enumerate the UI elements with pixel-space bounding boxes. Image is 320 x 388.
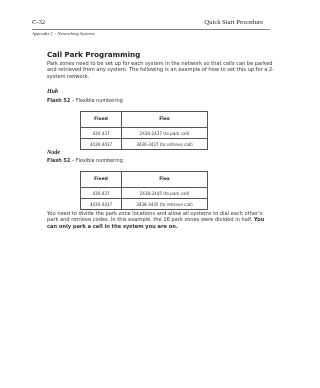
node-table [80, 171, 208, 210]
table-header-row [81, 172, 208, 188]
table-cell: 3430-3437 (to retrieve call) [122, 139, 208, 150]
appendix-subtitle: Appendix C - Networking Systems [32, 31, 95, 36]
hub-heading: Hub [47, 89, 59, 95]
closing-paragraph [47, 211, 275, 230]
node-flash-desc: – Flexible numbering [70, 158, 123, 164]
closing-bold-note: You can only park a call in the system you are on. [47, 217, 265, 230]
hub-flash-label: Flash 52 [47, 98, 71, 104]
table-cell: 2430-2437 (to park call) [122, 128, 208, 139]
intro-paragraph: Park zones need to be set up for each system in the network so that calls can be parked and retrieved from any system. The following is an example of how to set this up for a 2-system network. [47, 61, 275, 80]
table-row [81, 188, 208, 199]
page-number: C-32 [32, 19, 46, 26]
column-header-flex: Flex [122, 172, 208, 188]
table-cell: 430-437 [81, 188, 122, 199]
table-cell: 2438-2445 (to park call) [122, 188, 208, 199]
page-title: Call Park Programming [47, 50, 141, 59]
table-cell: 4430-4437 [81, 139, 122, 150]
table-row [81, 199, 208, 210]
column-header-fixed: Fixed [81, 112, 122, 128]
node-flash-line [47, 158, 123, 164]
table-row [81, 139, 208, 150]
column-header-fixed: Fixed [81, 172, 122, 188]
hub-flash-desc: – Flexible numbering [70, 98, 123, 104]
table-cell: 4430-4437 [81, 199, 122, 210]
hub-flash-line [47, 98, 123, 104]
table-cell: 3438-3445 (to retrieve call) [122, 199, 208, 210]
node-heading: Node [47, 150, 60, 156]
table-cell: 430-437 [81, 128, 122, 139]
hub-table [80, 111, 208, 150]
closing-text: You need to divide the park zone locations and allow all systems to dial each other’s park and retrieve codes. In this example, the 16 park zones were divided in half. [47, 211, 263, 224]
table-row [81, 128, 208, 139]
header-rule [32, 29, 270, 30]
node-flash-label: Flash 52 [47, 158, 71, 164]
section-title: Quick Start Procedure [204, 19, 263, 26]
table-header-row [81, 112, 208, 128]
column-header-flex: Flex [122, 112, 208, 128]
